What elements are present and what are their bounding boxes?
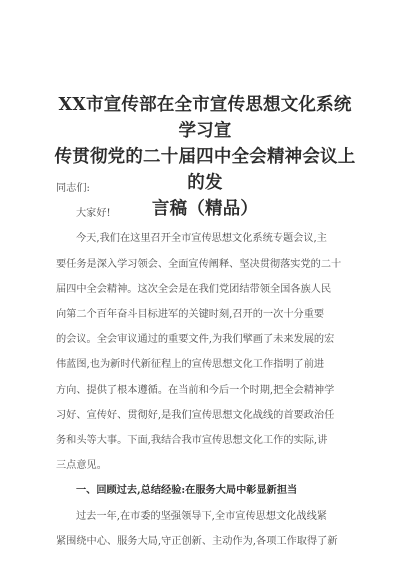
title-line: 言稿（精品） xyxy=(151,199,259,219)
paragraph-line: 习好、宣传好、贯彻好,是我们宣传思想文化战线的首要政治任 xyxy=(56,409,335,421)
paragraph-line: 的会议。全会审议通过的重要文件,为我们擘画了未来发展的宏 xyxy=(56,334,335,346)
paragraph-line: 务和头等大事。下面,我结合我市宣传思想文化工作的实际,讲 xyxy=(56,435,328,447)
paragraph-line: 要任务是深入学习领会、全面宣传阐释、坚决贯彻落实党的二十 xyxy=(56,258,342,270)
paragraph-line: 今天,我们在这里召开全市宣传思想文化系统专题会议,主 xyxy=(76,233,327,245)
salutation: 同志们: xyxy=(56,183,90,194)
paragraph-line: 向第二个百年奋斗目标进军的关键时刻,召开的一次十分重要 xyxy=(56,309,325,321)
title-line: 传贯彻党的二十届四中全会精神会议上的发 xyxy=(54,147,356,193)
paragraph-line: 紧围绕中心、服务大局,守正创新、主动作为,各项工作取得了新 xyxy=(56,535,338,547)
paragraph-2 xyxy=(56,504,356,554)
title-line: XX市宣传部在全市宣传思想文化系统学习宣 xyxy=(58,95,352,141)
greeting: 大家好! xyxy=(76,208,111,220)
paragraph-line: 伟蓝图,也为新时代新征程上的宣传思想文化工作指明了前进 xyxy=(56,359,325,371)
paragraph-1 xyxy=(56,226,356,478)
paragraph-line: 届四中全会精神。这次全会是在我们党团结带领全国各族人民 xyxy=(56,283,332,295)
document-body xyxy=(56,176,356,554)
paragraph-line: 过去一年,在市委的坚强领导下,全市宣传思想文化战线紧 xyxy=(76,510,327,522)
section-heading: 一、回顾过去,总结经验:在服务大局中彰显新担当 xyxy=(76,484,298,497)
paragraph-line: 方向、提供了根本遵循。在当前和今后一个时期,把全会精神学 xyxy=(56,384,335,396)
paragraph-line: 三点意见。 xyxy=(56,460,107,472)
